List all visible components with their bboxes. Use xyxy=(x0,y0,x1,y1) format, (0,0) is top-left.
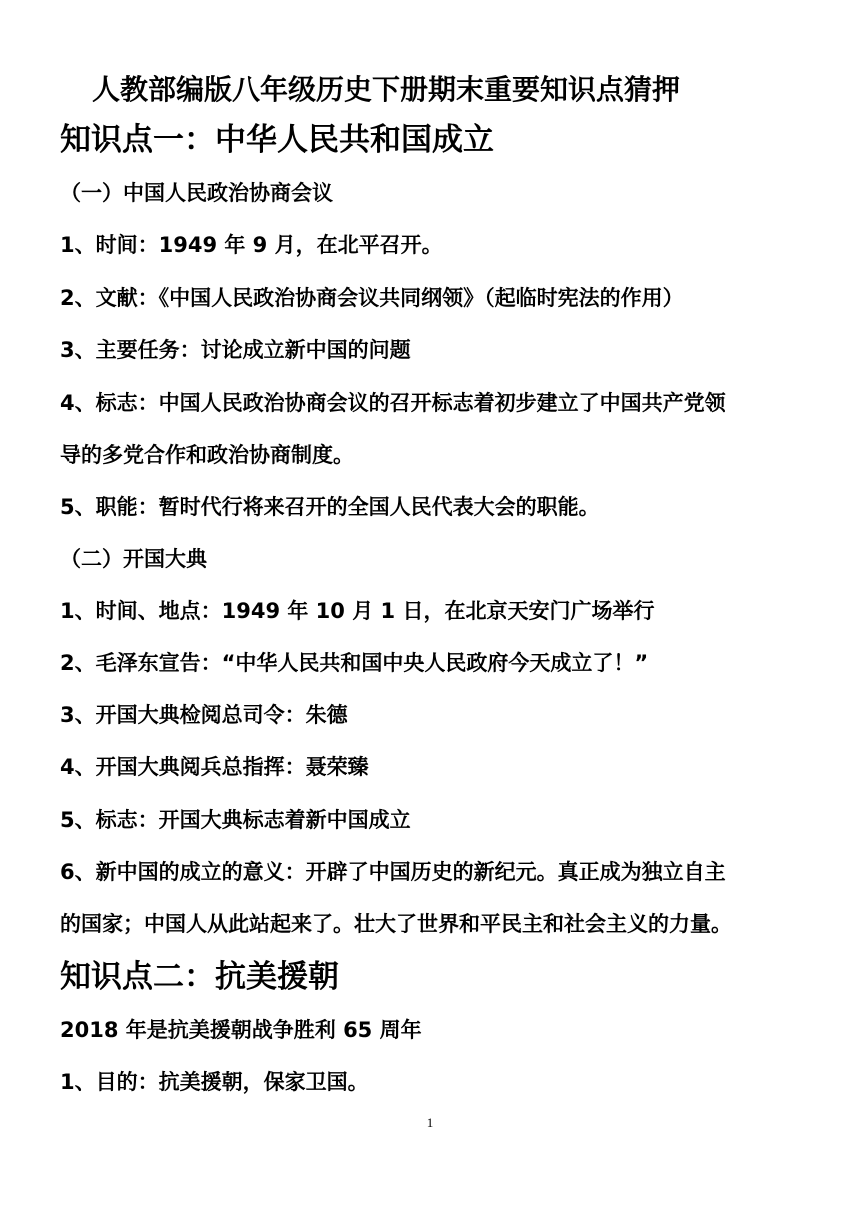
text-line: 导的多党合作和政治协商制度。 xyxy=(60,443,354,467)
section-heading-1: 知识点一：中华人民共和国成立 xyxy=(60,122,494,158)
text-line: 3、主要任务：讨论成立新中国的问题 xyxy=(60,338,411,362)
text-line: 5、标志：开国大典标志着新中国成立 xyxy=(60,808,411,832)
subsection-heading-2: （二）开国大典 xyxy=(60,547,207,571)
text-line: 2、文献：《中国人民政治协商会议共同纲领》（起临时宪法的作用） xyxy=(60,286,684,310)
document-title: 人教部编版八年级历史下册期末重要知识点猜押 xyxy=(92,73,681,106)
text-line: 5、职能：暂时代行将来召开的全国人民代表大会的职能。 xyxy=(60,495,600,519)
text-line: 2018 年是抗美援朝战争胜利 65 周年 xyxy=(60,1018,422,1042)
text-line: 4、标志：中国人民政治协商会议的召开标志着初步建立了中国共产党领 xyxy=(60,391,726,415)
text-line: 4、开国大典阅兵总指挥：聂荣臻 xyxy=(60,755,369,779)
text-line: 3、开国大典检阅总司令：朱德 xyxy=(60,703,348,727)
text-line: 6、新中国的成立的意义：开辟了中国历史的新纪元。真正成为独立自主 xyxy=(60,860,726,884)
section-heading-2: 知识点二：抗美援朝 xyxy=(60,959,339,995)
text-line: 的国家；中国人从此站起来了。壮大了世界和平民主和社会主义的力量。 xyxy=(60,912,732,936)
page-number: 1 xyxy=(426,1115,434,1130)
text-line: 1、时间：1949 年 9 月，在北平召开。 xyxy=(60,233,443,257)
text-line: 1、目的：抗美援朝，保家卫国。 xyxy=(60,1070,369,1094)
subsection-heading-1: （一）中国人民政治协商会议 xyxy=(60,181,333,205)
text-line: 1、时间、地点：1949 年 10 月 1 日，在北京天安门广场举行 xyxy=(60,599,655,623)
text-line: 2、毛泽东宣告：“中华人民共和国中央人民政府今天成立了！” xyxy=(60,651,649,675)
